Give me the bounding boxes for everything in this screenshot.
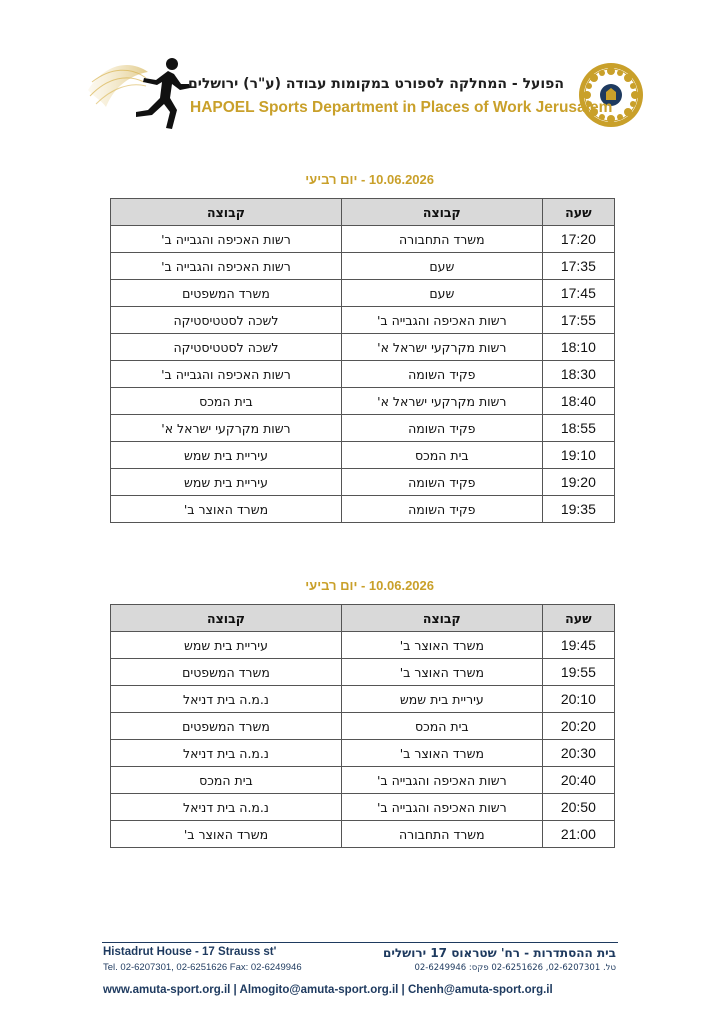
match-time: 18:40	[542, 388, 614, 415]
table-row	[111, 794, 615, 821]
table-row	[111, 469, 615, 496]
team-1: בית המכס	[341, 713, 542, 740]
team-2: רשות האכיפה והגבייה ב'	[111, 253, 342, 280]
team-1: רשות האכיפה והגבייה ב'	[341, 794, 542, 821]
schedule-2-title: 10.06.2026 - יום רביעי	[305, 578, 434, 593]
team-1: משרד האוצר ב'	[341, 659, 542, 686]
team-2: משרד המשפטים	[111, 713, 342, 740]
header-title-hebrew: הפועל - המחלקה לספורט במקומות עבודה (ע"ר) ירושלים	[187, 76, 564, 92]
table-row	[111, 307, 615, 334]
table-row	[111, 415, 615, 442]
team-2: רשות האכיפה והגבייה ב'	[111, 361, 342, 388]
team-2: לשכה לסטטיסטיקה	[111, 334, 342, 361]
footer-address-hebrew: בית ההסתדרות - רח' שטראוס 17 ירושלים	[383, 946, 616, 960]
schedule-2-table	[110, 604, 615, 848]
match-time: 19:55	[542, 659, 614, 686]
match-time: 20:50	[542, 794, 614, 821]
team-1: עיריית בית שמש	[341, 686, 542, 713]
table-row	[111, 226, 615, 253]
table-row	[111, 740, 615, 767]
match-time: 18:30	[542, 361, 614, 388]
team-1: משרד האוצר ב'	[341, 740, 542, 767]
team-1: בית המכס	[341, 442, 542, 469]
column-header-team2: קבוצה	[111, 605, 342, 632]
schedule-1-table	[110, 198, 615, 523]
team-2: עיריית בית שמש	[111, 469, 342, 496]
footer-links[interactable]: www.amuta-sport.org.il | Almogito@amuta-sport.org.il | Chenh@amuta-sport.org.il	[103, 984, 553, 996]
team-2: בית המכס	[111, 767, 342, 794]
team-1: פקיד השומה	[341, 469, 542, 496]
column-header-team2: קבוצה	[111, 199, 342, 226]
table-row	[111, 253, 615, 280]
team-2: משרד המשפטים	[111, 280, 342, 307]
team-2: רשות מקרקעי ישראל א'	[111, 415, 342, 442]
team-2: עיריית בית שמש	[111, 442, 342, 469]
table-row	[111, 361, 615, 388]
match-time: 19:35	[542, 496, 614, 523]
match-time: 19:10	[542, 442, 614, 469]
team-1: פקיד השומה	[341, 415, 542, 442]
team-2: לשכה לסטטיסטיקה	[111, 307, 342, 334]
team-2: נ.מ.ה בית דניאל	[111, 740, 342, 767]
runner-silhouette-icon	[86, 52, 196, 132]
table-row	[111, 686, 615, 713]
footer-phones-english: Tel. 02-6207301, 02-6251626 Fax: 02-6249946	[103, 962, 302, 973]
match-time: 20:40	[542, 767, 614, 794]
match-time: 21:00	[542, 821, 614, 848]
team-1: רשות האכיפה והגבייה ב'	[341, 767, 542, 794]
table-row	[111, 821, 615, 848]
table-row	[111, 767, 615, 794]
team-2: משרד האוצר ב'	[111, 496, 342, 523]
match-time: 17:55	[542, 307, 614, 334]
match-time: 20:20	[542, 713, 614, 740]
table-row	[111, 334, 615, 361]
team-2: נ.מ.ה בית דניאל	[111, 794, 342, 821]
match-time: 20:30	[542, 740, 614, 767]
header-title-english: HAPOEL Sports Department in Places of Work Jerusalem	[190, 99, 613, 116]
table-row	[111, 280, 615, 307]
team-1: משרד התחבורה	[341, 821, 542, 848]
footer-address-english: Histadrut House - 17 Strauss st'	[103, 946, 277, 958]
table-row	[111, 388, 615, 415]
table-header-row	[111, 605, 615, 632]
page-header	[0, 0, 724, 140]
team-1: רשות מקרקעי ישראל א'	[341, 334, 542, 361]
match-time: 19:20	[542, 469, 614, 496]
table-row	[111, 713, 615, 740]
team-2: נ.מ.ה בית דניאל	[111, 686, 342, 713]
table-row	[111, 442, 615, 469]
column-header-time: שעה	[542, 605, 614, 632]
team-2: בית המכס	[111, 388, 342, 415]
match-time: 17:35	[542, 253, 614, 280]
team-1: משרד התחבורה	[341, 226, 542, 253]
table-row	[111, 659, 615, 686]
team-1: פקיד השומה	[341, 496, 542, 523]
footer-phones-hebrew: טל. 02-6207301, 02-6251626 פקס: 02-6249946	[414, 963, 616, 973]
team-2: עיריית בית שמש	[111, 632, 342, 659]
team-2: רשות האכיפה והגבייה ב'	[111, 226, 342, 253]
team-2: משרד המשפטים	[111, 659, 342, 686]
team-1: פקיד השומה	[341, 361, 542, 388]
footer-divider	[102, 942, 618, 943]
table-row	[111, 632, 615, 659]
column-header-time: שעה	[542, 199, 614, 226]
team-2: משרד האוצר ב'	[111, 821, 342, 848]
match-time: 18:55	[542, 415, 614, 442]
team-1: משרד האוצר ב'	[341, 632, 542, 659]
team-1: שעם	[341, 253, 542, 280]
column-header-team1: קבוצה	[341, 199, 542, 226]
column-header-team1: קבוצה	[341, 605, 542, 632]
table-header-row	[111, 199, 615, 226]
match-time: 17:45	[542, 280, 614, 307]
table-row	[111, 496, 615, 523]
jerusalem-emblem-icon	[578, 62, 644, 128]
match-time: 19:45	[542, 632, 614, 659]
team-1: רשות מקרקעי ישראל א'	[341, 388, 542, 415]
schedule-1-title: 10.06.2026 - יום רביעי	[305, 172, 434, 187]
match-time: 20:10	[542, 686, 614, 713]
team-1: רשות האכיפה והגבייה ב'	[341, 307, 542, 334]
match-time: 17:20	[542, 226, 614, 253]
match-time: 18:10	[542, 334, 614, 361]
team-1: שעם	[341, 280, 542, 307]
